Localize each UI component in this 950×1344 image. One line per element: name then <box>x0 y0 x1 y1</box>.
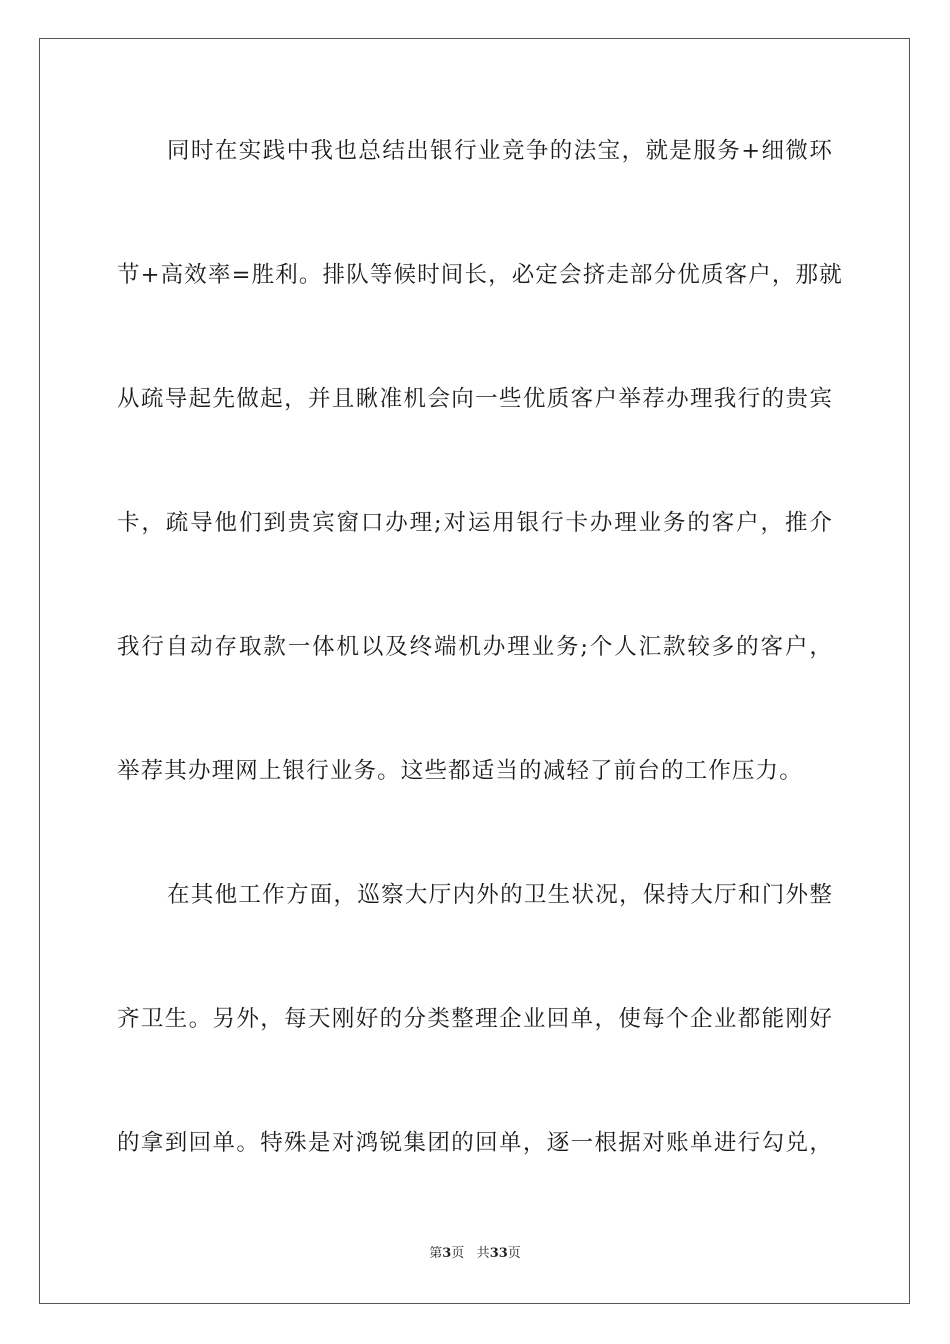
paragraph-1-line-1: 同时在实践中我也总结出银行业竞争的法宝，就是服务+细微环 <box>167 138 833 164</box>
paragraph-1-line-4: 卡，疏导他们到贵宾窗口办理;对运用银行卡办理业务的客户，推介 <box>117 510 833 536</box>
paragraph-1-line-2: 节+高效率=胜利。排队等候时间长，必定会挤走部分优质客户，那就 <box>117 262 843 288</box>
paragraph-1-line-5: 我行自动存取款一体机以及终端机办理业务;个人汇款较多的客户， <box>117 634 833 660</box>
paragraph-1-line-3: 从疏导起先做起，并且瞅准机会向一些优质客户举荐办理我行的贵宾 <box>117 386 833 412</box>
paragraph-2-line-3: 的拿到回单。特殊是对鸿锐集团的回单，逐一根据对账单进行勾兑， <box>117 1130 833 1156</box>
paragraph-2-line-1: 在其他工作方面，巡察大厅内外的卫生状况，保持大厅和门外整 <box>167 882 833 908</box>
page-label-suffix: 页 <box>451 1246 465 1261</box>
page-border <box>39 38 910 1304</box>
total-label-suffix: 页 <box>507 1246 521 1261</box>
paragraph-2-line-2: 齐卫生。另外，每天刚好的分类整理企业回单，使每个企业都能刚好 <box>117 1006 833 1032</box>
page-number: 3 <box>442 1246 452 1261</box>
page-footer <box>0 1245 950 1263</box>
total-pages: 33 <box>489 1246 508 1261</box>
page-label-prefix: 第 <box>429 1246 443 1261</box>
total-label-prefix: 共 <box>476 1246 490 1261</box>
paragraph-1-line-6: 举荐其办理网上银行业务。这些都适当的减轻了前台的工作压力。 <box>117 758 803 784</box>
